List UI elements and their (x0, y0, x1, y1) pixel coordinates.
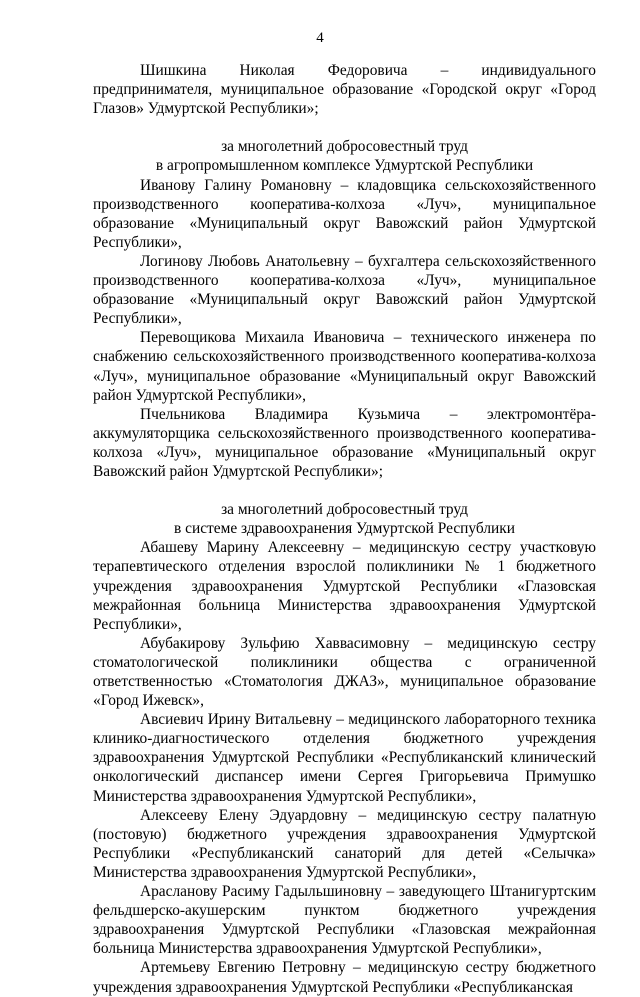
section-subheading: в системе здравоохранения Удмуртской Республики (174, 520, 515, 538)
section-subheading: в агропромышленном комплексе Удмуртской Республики (155, 157, 534, 175)
document-body (93, 61, 596, 997)
award-paragraph: Иванову Галину Романовну – кладовщика сельскохозяйственного производственного кооператива-колхоза «Луч», муниципальное образование «Муниципальный округ Вавожский район Удмуртской Республики», (93, 176, 596, 251)
section-spacer (93, 481, 596, 500)
award-paragraph: Пчельникова Владимира Кузьмича – электромонтёра-аккумуляторщика сельскохозяйственного производственного кооператива-колхоза «Луч», муниципальное образование «Муниципальный округ Вавожский район Удмуртской Республики»; (93, 405, 596, 480)
page-number: 4 (316, 30, 324, 46)
section-heading: за многолетний добросовестный труд (221, 501, 468, 519)
award-paragraph: Абашеву Марину Алексеевну – медицинскую сестру участковую терапевтического отделения взрослой поликлиники № 1 бюджетного учреждения здравоохранения Удмуртской Республики «Глазовская межрайонная больница Министерства здравоохранения Удмуртской Республики», (93, 539, 596, 633)
award-paragraph: Перевощикова Михаила Ивановича – технического инженера по снабжению сельскохозяйственного производственного кооператива-колхоза «Луч», муниципальное образование «Муниципальный округ Вавожский район Удмуртской Республики», (93, 329, 596, 404)
section-spacer (93, 118, 596, 137)
award-paragraph: Алексееву Елену Эдуардовну – медицинскую сестру палатную (постовую) бюджетного учреждения здравоохранения Удмуртской Республики «Республиканский санаторий для детей «Селычка» Министерства здравоохранения Удмуртской Республики», (93, 806, 596, 881)
award-paragraph: Арасланову Расиму Гадыльшиновну – заведующего Штанигуртским фельдшерско-акушерским пунктом бюджетного учреждения здравоохранения Удмуртской Республики «Глазовская межрайонная больница Министерства здравоохранения Удмуртской Республики», (93, 883, 596, 958)
award-paragraph: Логинову Любовь Анатольевну – бухгалтера сельскохозяйственного производственного кооператива-колхоза «Луч», муниципальное образование «Муниципальный округ Вавожский район Удмуртской Республики», (93, 252, 596, 328)
section-heading: за многолетний добросовестный труд (221, 138, 468, 156)
award-section-health (93, 500, 596, 996)
award-paragraph: Шишкина Николая Федоровича – индивидуального предпринимателя, муниципальное образование «Городской округ «Город Глазов» Удмуртской Республики»; (93, 62, 596, 118)
award-section-agro (93, 137, 596, 481)
award-paragraph: Артемьеву Евгению Петровну – медицинскую сестру бюджетного учреждения здравоохранения Удмуртской Республики «Республиканская (93, 959, 596, 996)
award-paragraph: Абубакирову Зульфию Хаввасимовну – медицинскую сестру стоматологической поликлиники общества с ограниченной ответственностью «Стоматология ДЖАЗ», муниципальное образование «Город Ижевск», (93, 634, 596, 710)
award-paragraph: Авсиевич Ирину Витальевну – медицинского лабораторного техника клинико-диагностического отделения бюджетного учреждения здравоохранения Удмуртской Республики «Республиканский клинический онкологический диспансер имени Сергея Григорьевича Примушко Министерства здравоохранения Удмуртской Республики», (93, 711, 596, 805)
